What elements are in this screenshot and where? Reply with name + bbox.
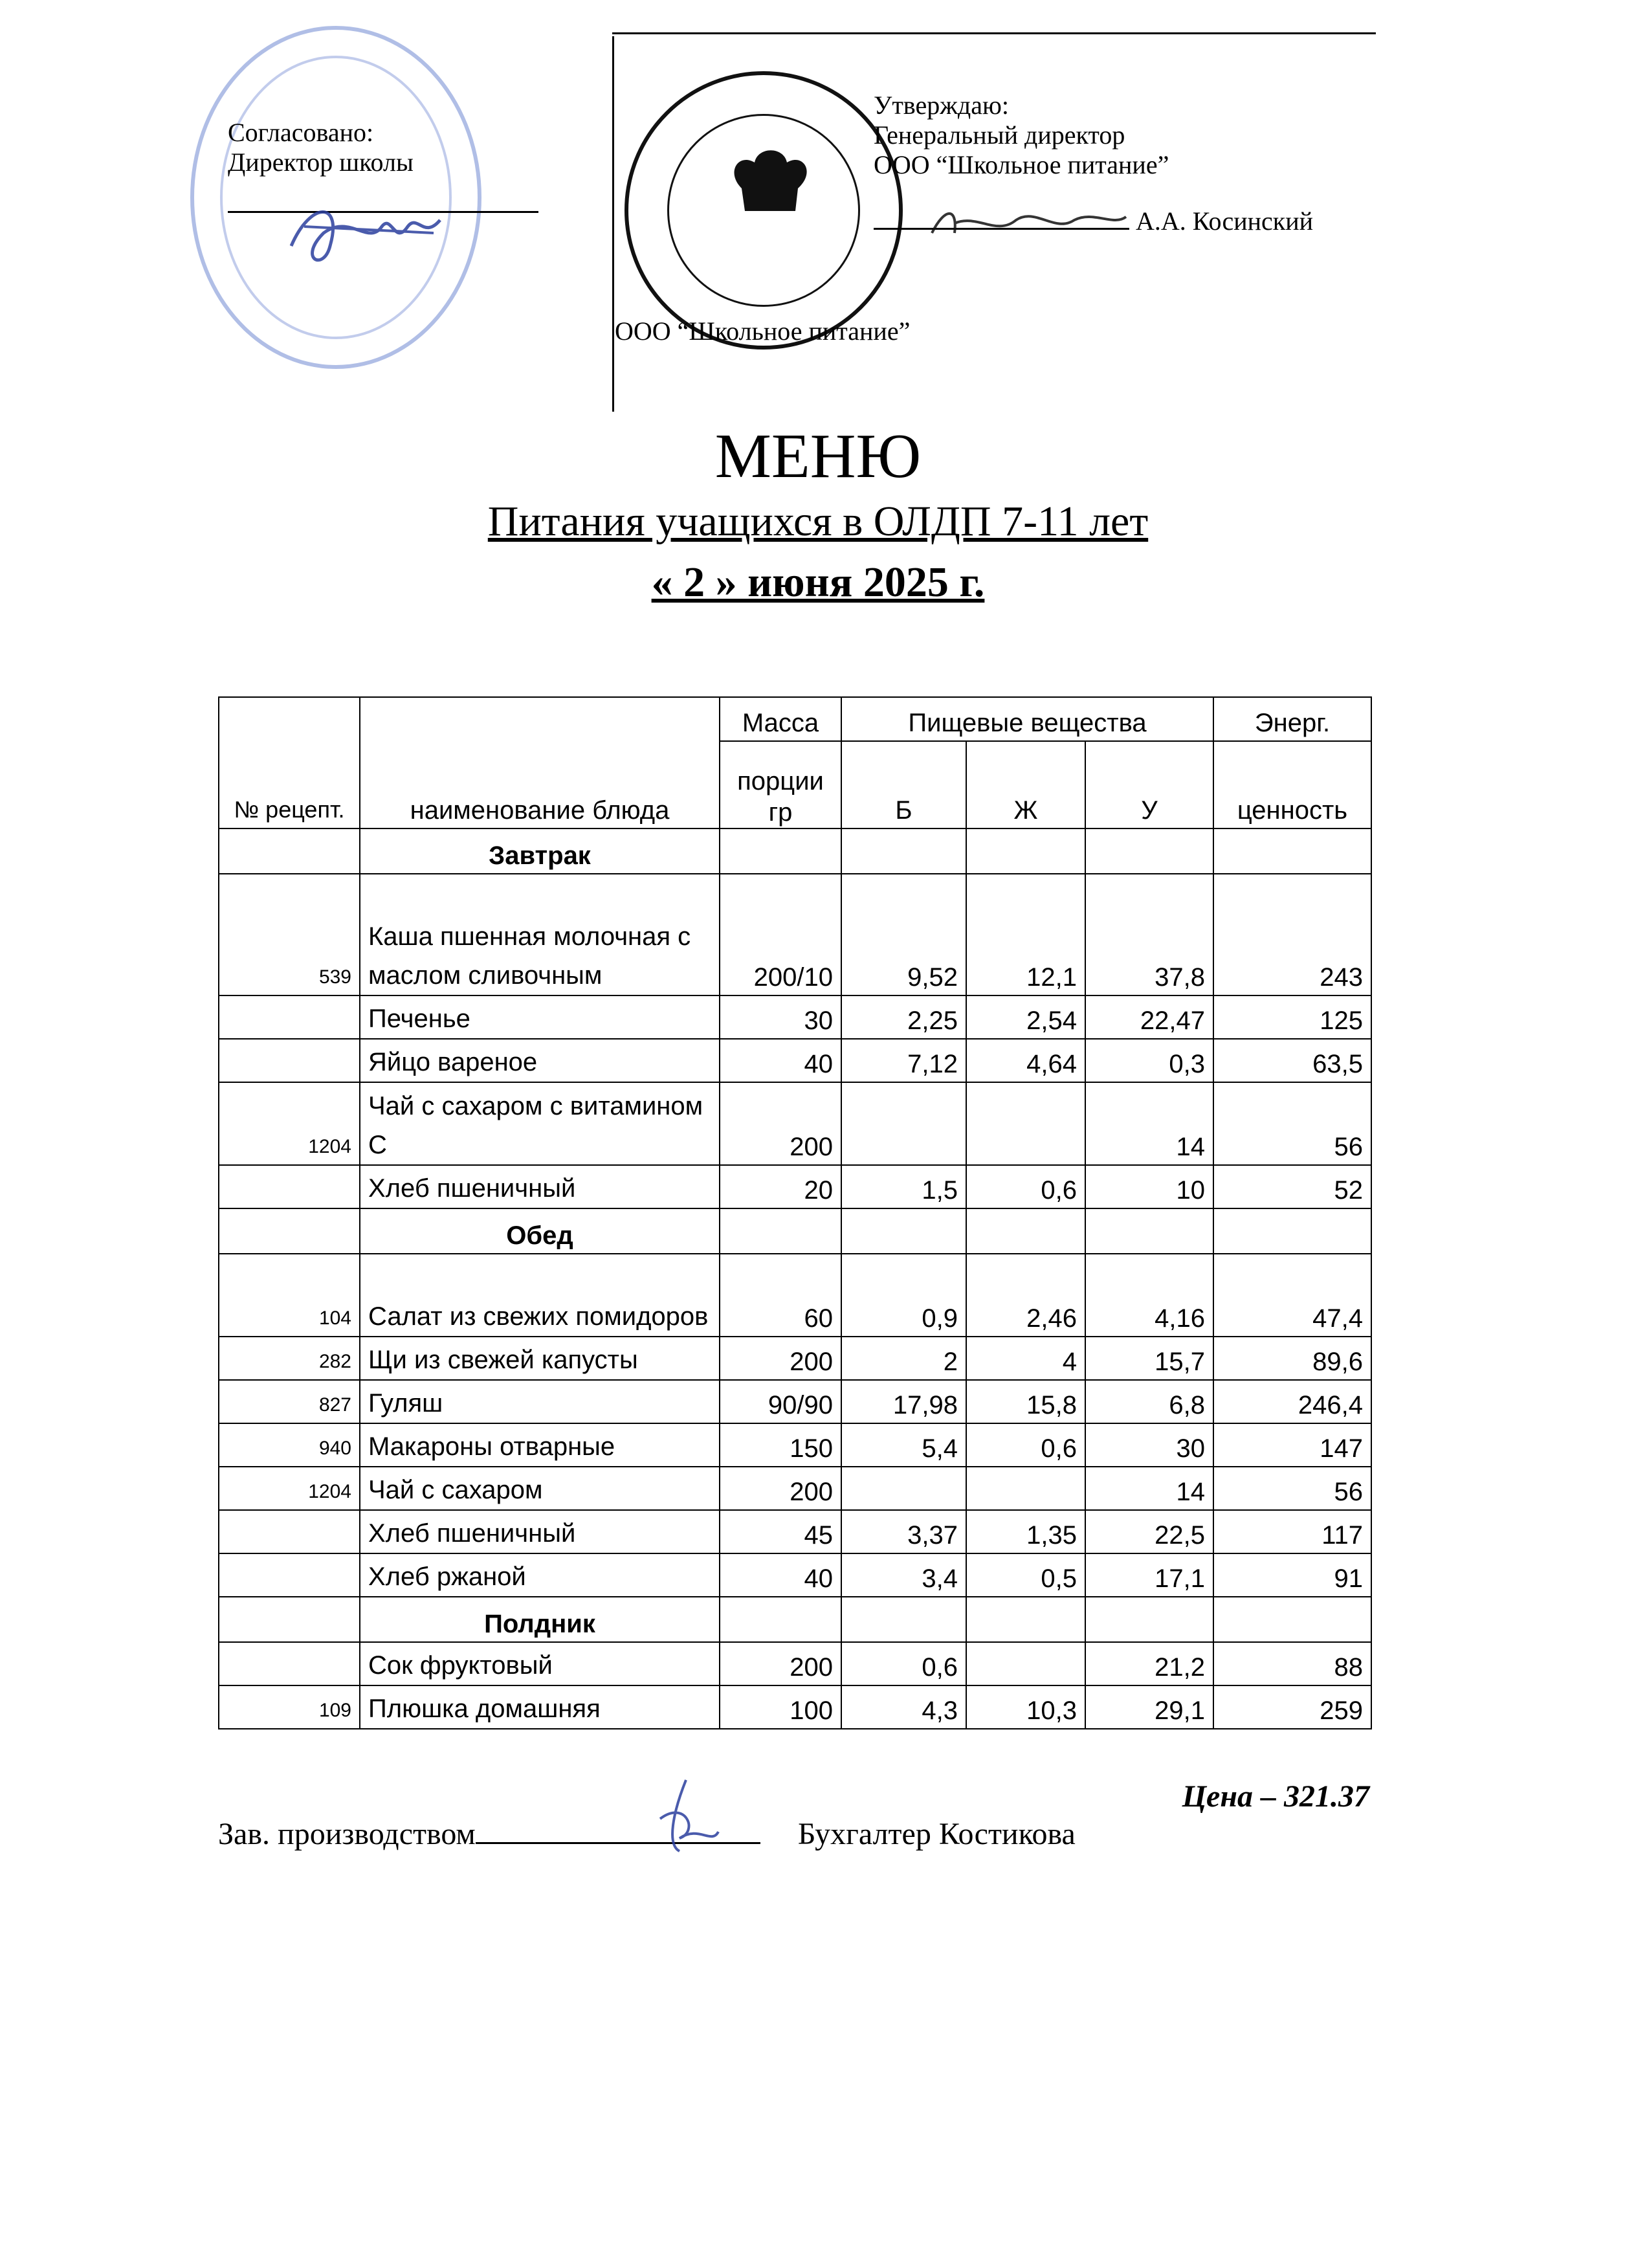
- protein-value: 0,9: [841, 1254, 966, 1337]
- header-energy: Энерг.: [1213, 697, 1371, 741]
- table-row: [219, 1039, 1371, 1082]
- protein-value: 4,3: [841, 1685, 966, 1729]
- section-empty-cell: [219, 1208, 360, 1254]
- fat-value: 4: [966, 1337, 1085, 1380]
- dish-name: Салат из свежих помидоров: [360, 1254, 720, 1337]
- carb-value: 22,47: [1085, 995, 1213, 1039]
- carb-value: 14: [1085, 1467, 1213, 1510]
- energy-value: 88: [1213, 1642, 1371, 1685]
- portion-mass: 200: [720, 1467, 841, 1510]
- carb-value: 22,5: [1085, 1510, 1213, 1553]
- protein-value: 3,4: [841, 1553, 966, 1597]
- header-u: У: [1085, 741, 1213, 828]
- carb-value: 21,2: [1085, 1642, 1213, 1685]
- general-director-signature: [925, 201, 1133, 246]
- director-signature: [285, 188, 453, 285]
- frame-left-line: [612, 36, 614, 412]
- portion-mass: 40: [720, 1039, 841, 1082]
- carb-value: 0,3: [1085, 1039, 1213, 1082]
- portion-mass: 20: [720, 1165, 841, 1208]
- section-empty-cell: [219, 828, 360, 874]
- carb-value: 15,7: [1085, 1337, 1213, 1380]
- section-title: Обед: [360, 1208, 720, 1254]
- section-empty-cell: [966, 1208, 1085, 1254]
- dish-name: Хлеб ржаной: [360, 1553, 720, 1597]
- portion-mass: 40: [720, 1553, 841, 1597]
- fat-value: 15,8: [966, 1380, 1085, 1423]
- menu-table: [218, 696, 1372, 1729]
- table-row: [219, 1380, 1371, 1423]
- menu-date: « 2 » июня 2025 г.: [651, 559, 985, 606]
- header-zh: Ж: [966, 741, 1085, 828]
- fat-value: [966, 1082, 1085, 1165]
- section-empty-cell: [1213, 828, 1371, 874]
- energy-value: 56: [1213, 1467, 1371, 1510]
- carb-value: 37,8: [1085, 874, 1213, 995]
- portion-mass: 45: [720, 1510, 841, 1553]
- energy-value: 52: [1213, 1165, 1371, 1208]
- protein-value: 9,52: [841, 874, 966, 995]
- portion-mass: 60: [720, 1254, 841, 1337]
- energy-value: 47,4: [1213, 1254, 1371, 1337]
- dish-name: Каша пшенная молочная с маслом сливочным: [360, 874, 720, 995]
- section-empty-cell: [966, 828, 1085, 874]
- recipe-number: 104: [219, 1254, 360, 1337]
- recipe-number: 827: [219, 1380, 360, 1423]
- recipe-number: 1204: [219, 1467, 360, 1510]
- section-empty-cell: [1213, 1208, 1371, 1254]
- portion-mass: 30: [720, 995, 841, 1039]
- energy-value: 117: [1213, 1510, 1371, 1553]
- approval-right: [874, 91, 1169, 180]
- carb-value: 4,16: [1085, 1254, 1213, 1337]
- table-row: [219, 1337, 1371, 1380]
- protein-value: 0,6: [841, 1642, 966, 1685]
- table-row: [219, 1642, 1371, 1685]
- energy-value: 125: [1213, 995, 1371, 1039]
- frame-top-line: [612, 32, 1376, 34]
- header-recipe: № рецепт.: [219, 697, 360, 828]
- recipe-number: 282: [219, 1337, 360, 1380]
- section-empty-cell: [841, 1208, 966, 1254]
- header-b: Б: [841, 741, 966, 828]
- table-row: [219, 1510, 1371, 1553]
- energy-value: 91: [1213, 1553, 1371, 1597]
- recipe-number: 940: [219, 1423, 360, 1467]
- dish-name: Макароны отварные: [360, 1423, 720, 1467]
- section-empty-cell: [841, 828, 966, 874]
- fat-value: 0,6: [966, 1165, 1085, 1208]
- carb-value: 30: [1085, 1423, 1213, 1467]
- protein-value: 5,4: [841, 1423, 966, 1467]
- recipe-number: [219, 1039, 360, 1082]
- section-empty-cell: [1213, 1597, 1371, 1642]
- protein-value: 3,37: [841, 1510, 966, 1553]
- carb-value: 17,1: [1085, 1553, 1213, 1597]
- carb-value: 29,1: [1085, 1685, 1213, 1729]
- section-empty-cell: [966, 1597, 1085, 1642]
- approval-right-line3: ООО “Школьное питание”: [874, 150, 1169, 179]
- energy-value: 147: [1213, 1423, 1371, 1467]
- portion-mass: 200: [720, 1082, 841, 1165]
- protein-value: [841, 1467, 966, 1510]
- energy-value: 246,4: [1213, 1380, 1371, 1423]
- energy-value: 63,5: [1213, 1039, 1371, 1082]
- header-nutrients: Пищевые вещества: [841, 697, 1213, 741]
- energy-value: 89,6: [1213, 1337, 1371, 1380]
- header-energy-sub: ценность: [1213, 741, 1371, 828]
- section-empty-cell: [720, 1597, 841, 1642]
- section-empty-cell: [720, 828, 841, 874]
- fat-value: 1,35: [966, 1510, 1085, 1553]
- dish-name: Щи из свежей капусты: [360, 1337, 720, 1380]
- header-mass-sub: порции гр: [720, 741, 841, 828]
- header-dish: наименование блюда: [360, 697, 720, 828]
- price: Цена – 321.37: [1182, 1779, 1369, 1814]
- fat-value: [966, 1467, 1085, 1510]
- table-row: [219, 1082, 1371, 1165]
- table-row: [219, 1685, 1371, 1729]
- section-row: [219, 1597, 1371, 1642]
- table-row: [219, 874, 1371, 995]
- page-title: МЕНЮ: [714, 421, 922, 491]
- table-row: [219, 1553, 1371, 1597]
- protein-value: 17,98: [841, 1380, 966, 1423]
- carb-value: 6,8: [1085, 1380, 1213, 1423]
- fat-value: [966, 1642, 1085, 1685]
- portion-mass: 90/90: [720, 1380, 841, 1423]
- company-stamp: [625, 71, 903, 350]
- portion-mass: 100: [720, 1685, 841, 1729]
- fat-value: 0,5: [966, 1553, 1085, 1597]
- section-empty-cell: [1085, 1208, 1213, 1254]
- carb-value: 10: [1085, 1165, 1213, 1208]
- recipe-number: [219, 995, 360, 1039]
- fat-value: 4,64: [966, 1039, 1085, 1082]
- fat-value: 2,54: [966, 995, 1085, 1039]
- portion-mass: 200/10: [720, 874, 841, 995]
- signer-name: А.А. Косинский: [1136, 206, 1314, 236]
- protein-value: 7,12: [841, 1039, 966, 1082]
- page-subtitle: Питания учащихся в ОЛДП 7-11 лет: [487, 498, 1149, 545]
- recipe-number: 1204: [219, 1082, 360, 1165]
- portion-mass: 150: [720, 1423, 841, 1467]
- dish-name: Хлеб пшеничный: [360, 1165, 720, 1208]
- section-empty-cell: [841, 1597, 966, 1642]
- portion-mass: 200: [720, 1337, 841, 1380]
- table-row: [219, 995, 1371, 1039]
- approval-left-line1: Согласовано:: [228, 118, 374, 147]
- footer-accountant: Бухгалтер Костикова: [797, 1817, 1076, 1851]
- recipe-number: [219, 1510, 360, 1553]
- protein-value: [841, 1082, 966, 1165]
- fat-value: 0,6: [966, 1423, 1085, 1467]
- protein-value: 2,25: [841, 995, 966, 1039]
- carb-value: 14: [1085, 1082, 1213, 1165]
- section-empty-cell: [1085, 828, 1213, 874]
- header-mass: Масса: [720, 697, 841, 741]
- dish-name: Плюшка домашняя: [360, 1685, 720, 1729]
- protein-value: 2: [841, 1337, 966, 1380]
- table-row: [219, 1467, 1371, 1510]
- recipe-number: 539: [219, 874, 360, 995]
- portion-mass: 200: [720, 1642, 841, 1685]
- fat-value: 2,46: [966, 1254, 1085, 1337]
- section-title: Полдник: [360, 1597, 720, 1642]
- fat-value: 12,1: [966, 874, 1085, 995]
- recipe-number: [219, 1165, 360, 1208]
- section-empty-cell: [720, 1208, 841, 1254]
- energy-value: 243: [1213, 874, 1371, 995]
- dish-name: Сок фруктовый: [360, 1642, 720, 1685]
- approval-right-line1: Утверждаю:: [874, 91, 1009, 120]
- table-row: [219, 1254, 1371, 1337]
- dish-name: Хлеб пшеничный: [360, 1510, 720, 1553]
- table-row: [219, 1165, 1371, 1208]
- protein-value: 1,5: [841, 1165, 966, 1208]
- approval-right-line2: Генеральный директор: [874, 120, 1125, 150]
- table-row: [219, 1423, 1371, 1467]
- dish-name: Чай с сахаром с витамином С: [360, 1082, 720, 1165]
- dish-name: Гуляш: [360, 1380, 720, 1423]
- section-title: Завтрак: [360, 828, 720, 874]
- recipe-number: [219, 1642, 360, 1685]
- production-signature: [647, 1773, 725, 1864]
- recipe-number: [219, 1553, 360, 1597]
- section-empty-cell: [1085, 1597, 1213, 1642]
- energy-value: 56: [1213, 1082, 1371, 1165]
- section-row: [219, 828, 1371, 874]
- fat-value: 10,3: [966, 1685, 1085, 1729]
- recipe-number: 109: [219, 1685, 360, 1729]
- approval-left-line2: Директор школы: [228, 148, 414, 177]
- footer-production-head: Зав. производством: [218, 1817, 476, 1851]
- org-name: ООО “Школьное питание”: [615, 317, 911, 346]
- energy-value: 259: [1213, 1685, 1371, 1729]
- dish-name: Чай с сахаром: [360, 1467, 720, 1510]
- dish-name: Яйцо вареное: [360, 1039, 720, 1082]
- chef-hat-icon: [628, 75, 899, 346]
- dish-name: Печенье: [360, 995, 720, 1039]
- section-empty-cell: [219, 1597, 360, 1642]
- section-row: [219, 1208, 1371, 1254]
